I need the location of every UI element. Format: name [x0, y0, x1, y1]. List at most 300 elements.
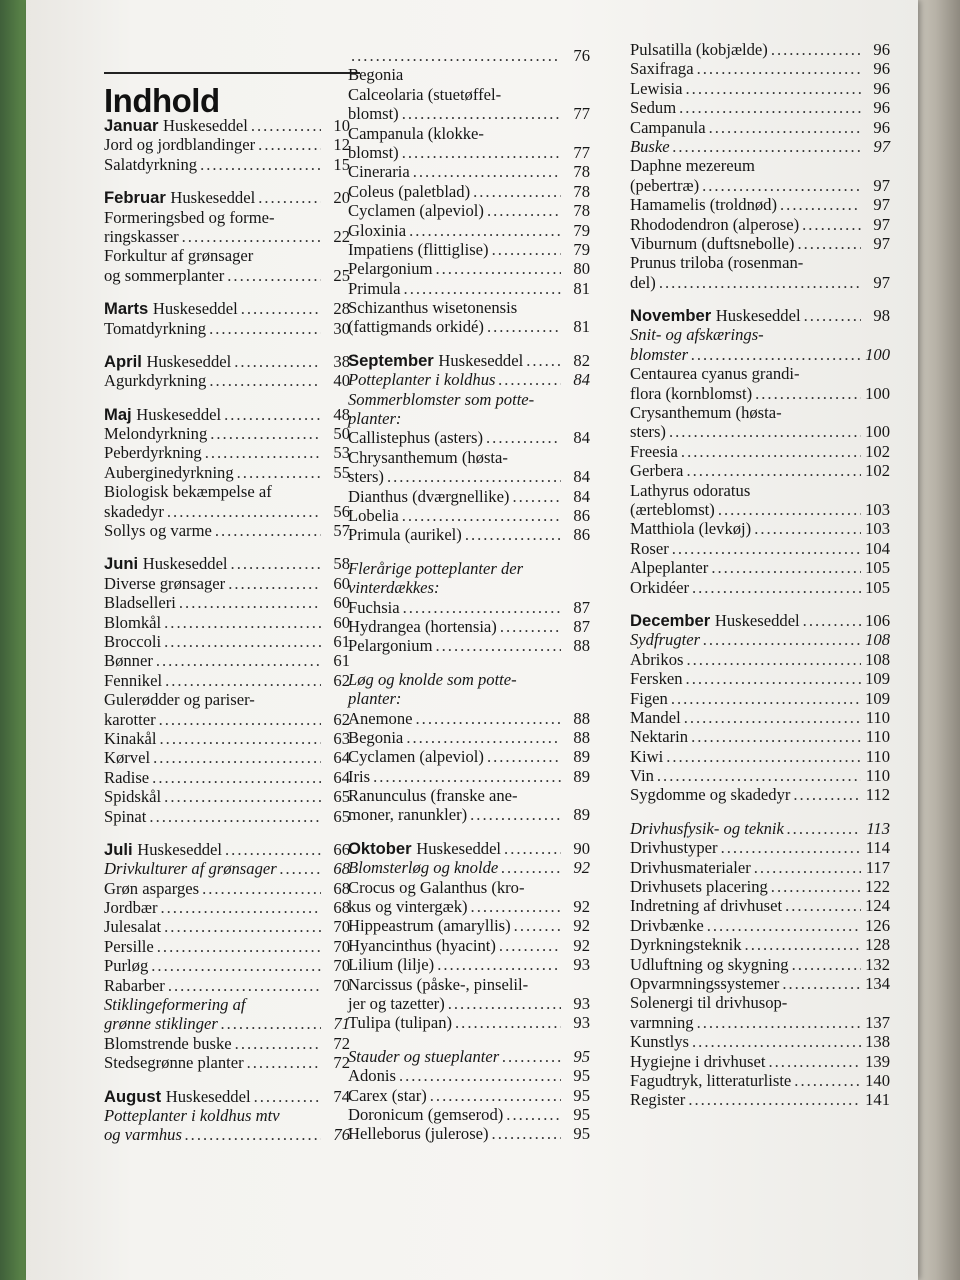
toc-entry-title: Auberginedyrkning [104, 462, 234, 482]
dot-leader [659, 273, 861, 292]
dot-leader [436, 636, 562, 655]
dot-leader [692, 578, 861, 597]
dot-leader [500, 617, 561, 636]
page-number: 108 [865, 649, 890, 669]
toc-entry-title: og sommerplanter [104, 265, 225, 285]
page-number: 93 [573, 955, 590, 975]
toc-entry-title [104, 188, 255, 207]
dot-leader [771, 877, 861, 896]
toc-entry [630, 442, 890, 461]
toc-entry-title: Pulsatilla (kobjælde) [630, 40, 768, 59]
page-number: 109 [865, 688, 890, 708]
dot-leader [487, 201, 561, 220]
dot-leader [672, 539, 861, 558]
toc-entry-title: Lilium (lilje) [348, 955, 435, 975]
toc-entry [348, 878, 590, 897]
toc-entry [630, 156, 890, 175]
toc-entry-title: (ærteblomst) [630, 499, 715, 519]
toc-entry-title: Ranunculus (franske ane- [348, 786, 518, 806]
dot-leader [351, 46, 561, 65]
toc-entry-title: Stedsegrønne planter [104, 1053, 244, 1073]
page-number: 50 [333, 424, 350, 444]
toc-entry-title: Drivhusfysik- og teknik [630, 818, 784, 838]
dot-leader [666, 747, 861, 766]
toc-entry [630, 1013, 890, 1032]
toc-entry-title: Freesia [630, 441, 678, 461]
dot-leader [671, 689, 861, 708]
toc-entry [630, 578, 890, 597]
toc-entry [348, 259, 590, 278]
toc-entry-title: Blomkål [104, 612, 162, 632]
toc-entry [104, 632, 350, 651]
toc-entry-title: Primula (aurikel) [348, 525, 462, 545]
toc-entry [104, 482, 350, 501]
dot-leader [455, 1013, 561, 1032]
toc-entry-title [104, 840, 222, 859]
dot-leader [709, 118, 861, 137]
toc-entry [630, 727, 890, 746]
page-number: 102 [865, 461, 890, 481]
dot-leader [711, 558, 861, 577]
dot-leader [804, 306, 861, 325]
page-number: 97 [873, 233, 890, 253]
toc-entry-title: Fagudtryk, litteraturliste [630, 1070, 792, 1090]
toc-entry-title: Kinakål [104, 728, 157, 748]
dot-leader [413, 162, 561, 181]
dot-leader [164, 787, 321, 806]
toc-entry [630, 877, 890, 896]
page-number: 64 [333, 767, 350, 787]
dot-leader [514, 916, 561, 935]
month-name: December [630, 610, 711, 630]
toc-entry-title: Roser [630, 538, 669, 558]
dot-leader [251, 116, 321, 135]
page-number: 104 [865, 538, 890, 558]
page-number: 78 [573, 201, 590, 221]
dot-leader [501, 858, 561, 877]
page-number: 78 [573, 162, 590, 182]
toc-entry-title: Prunus triloba (rosenman- [630, 253, 804, 273]
page-number: 106 [865, 610, 890, 630]
dot-leader [165, 671, 321, 690]
toc-entry-title [630, 611, 800, 630]
dot-leader [387, 467, 561, 486]
toc-entry-title: Biologisk bekæmpelse af [104, 482, 272, 502]
dot-leader [436, 259, 562, 278]
dot-leader [797, 234, 861, 253]
toc-entry-title: flora (kornblomst) [630, 383, 753, 403]
dot-leader [526, 351, 561, 370]
month-name: April [104, 351, 142, 371]
toc-month-heading [630, 306, 890, 325]
toc-entry-title: Hamamelis (troldnød) [630, 195, 778, 215]
toc-entry-title: Opvarmningssystemer [630, 973, 780, 993]
dot-leader [794, 1071, 861, 1090]
toc-entry [104, 371, 350, 390]
toc-entry-title: Hippeastrum (amaryllis) [348, 916, 511, 936]
dot-leader [149, 807, 321, 826]
toc-entry [630, 689, 890, 708]
toc-entry-title: Dianthus (dværgnellike) [348, 486, 510, 506]
dot-leader [718, 500, 861, 519]
toc-entry-title: Gerbera [630, 461, 684, 481]
toc-entry-title: Coleus (paletblad) [348, 181, 471, 201]
toc-entry [630, 98, 890, 117]
toc-entry [348, 858, 590, 877]
toc-entry-title: Figen [630, 688, 668, 708]
toc-entry-title: Lewisia [630, 78, 683, 98]
page-number: 126 [865, 915, 890, 935]
dot-leader [241, 299, 321, 318]
toc-entry [348, 487, 590, 506]
toc-entry [630, 481, 890, 500]
toc-entry [348, 955, 590, 974]
page-number: 92 [573, 897, 590, 917]
toc-entry-title: Spinat [104, 806, 147, 826]
page-number: 86 [573, 525, 590, 545]
section-gap [104, 174, 350, 188]
dot-leader [691, 345, 861, 364]
page-number: 38 [333, 351, 350, 371]
page-number: 95 [573, 1046, 590, 1066]
toc-entry-title: del) [630, 272, 656, 292]
dot-leader [691, 727, 861, 746]
toc-entry [348, 317, 590, 336]
dot-leader [703, 630, 861, 649]
toc-month-heading [104, 352, 350, 371]
dot-leader [430, 1086, 561, 1105]
toc-entry-title [104, 1087, 251, 1106]
toc-entry [348, 182, 590, 201]
toc-column-2 [348, 46, 590, 1144]
toc-entry-title: Nektarin [630, 727, 689, 747]
page-number: 97 [873, 214, 890, 234]
toc-entry-title: karotter [104, 709, 156, 729]
toc-entry-title [104, 554, 228, 573]
toc-entry [630, 630, 890, 649]
page-number: 92 [573, 858, 590, 878]
toc-entry-title: Crocus og Galanthus (kro- [348, 877, 525, 897]
toc-entry-title: (fattigmands orkidé) [348, 317, 484, 337]
toc-entry [348, 617, 590, 636]
dot-leader [406, 728, 561, 747]
toc-entry-title: Stiklingeformering af [104, 995, 246, 1015]
page-number: 97 [873, 272, 890, 292]
page-number: 95 [573, 1085, 590, 1105]
toc-entry [630, 519, 890, 538]
toc-entry [104, 502, 350, 521]
toc-entry [104, 443, 350, 462]
toc-entry-title: Abrikos [630, 649, 684, 669]
page-number: 124 [865, 896, 890, 916]
dot-leader [437, 955, 561, 974]
heading-rest: Huskeseddel [170, 188, 256, 208]
toc-entry-title: varmning [630, 1012, 694, 1032]
toc-entry-title: Radise [104, 767, 150, 787]
toc-entry [630, 539, 890, 558]
toc-entry-title: Spidskål [104, 787, 162, 807]
dot-leader [159, 710, 321, 729]
section-gap [104, 540, 350, 554]
toc-entry-title: Gulerødder og pariser- [104, 690, 255, 710]
heading-rest: Huskeseddel [142, 554, 228, 574]
toc-entry-title: Pelargonium [348, 259, 433, 279]
dot-leader [754, 858, 861, 877]
toc-entry-title: Sydfrugter [630, 630, 701, 650]
page-number: 110 [865, 707, 890, 727]
page-number: 96 [873, 98, 890, 118]
dot-leader [160, 898, 321, 917]
toc-entry [630, 819, 890, 838]
toc-entry [630, 558, 890, 577]
dot-leader [409, 221, 561, 240]
toc-entry-title: planter: [348, 409, 402, 429]
dot-leader [669, 422, 861, 441]
page-number: 40 [333, 371, 350, 391]
toc-entry [104, 729, 350, 748]
toc-entry [104, 671, 350, 690]
toc-entry [348, 201, 590, 220]
toc-entry-title: Buske [630, 136, 670, 156]
toc-entry-title: sters) [348, 467, 384, 487]
page-number: 128 [865, 935, 890, 955]
dot-leader [721, 838, 861, 857]
heading-rest: Huskeseddel [163, 116, 248, 135]
dot-leader [692, 1032, 861, 1051]
page-number: 63 [333, 728, 350, 748]
heading-rest: Huskeseddel [146, 351, 232, 371]
section-gap [630, 805, 890, 819]
page-number: 15 [333, 154, 350, 174]
dot-leader [168, 976, 321, 995]
toc-entry-title: Fuchsia [348, 597, 400, 617]
page-number: 112 [865, 785, 890, 805]
toc-entry [630, 974, 890, 993]
toc-column-1 [104, 116, 350, 1145]
page-number: 140 [865, 1070, 890, 1090]
toc-entry [348, 240, 590, 259]
toc-entry [348, 279, 590, 298]
page-number: 70 [333, 975, 350, 995]
toc-entry [348, 448, 590, 467]
heading-rest: Huskeseddel [137, 839, 223, 859]
page-number: 117 [865, 857, 890, 877]
toc-entry [348, 636, 590, 655]
dot-leader [225, 840, 321, 859]
heading-rest: Huskeseddel [438, 350, 524, 370]
toc-entry [104, 710, 350, 729]
toc-entry [348, 1086, 590, 1105]
toc-entry-title: grønne stiklinger [104, 1014, 218, 1034]
toc-entry-title: Hydrangea (hortensia) [348, 616, 497, 636]
page-number: 110 [865, 766, 890, 786]
month-name: Juli [104, 839, 133, 859]
toc-entry-title: Orkidéer [630, 577, 689, 597]
toc-entry [348, 46, 590, 65]
dot-leader [686, 461, 861, 480]
toc-entry-title: Daphne mezereum [630, 156, 755, 176]
dot-leader [202, 879, 321, 898]
dot-leader [448, 994, 561, 1013]
toc-entry-title: Stauder og stueplanter [348, 1046, 500, 1066]
toc-entry [348, 525, 590, 544]
dot-leader [200, 155, 321, 174]
toc-entry-title: Doronicum (gemserod) [348, 1104, 504, 1124]
page-number: 110 [865, 727, 890, 747]
toc-month-heading [104, 1087, 350, 1106]
page-number: 48 [333, 404, 350, 424]
toc-entry-title: Adonis [348, 1066, 396, 1086]
toc-month-heading [104, 554, 350, 573]
toc-entry [104, 1053, 350, 1072]
dot-leader [228, 574, 321, 593]
page-number: 20 [333, 188, 350, 208]
page-number: 78 [573, 181, 590, 201]
toc-entry-title: Drivkulturer af grønsager [104, 859, 277, 879]
dot-leader [498, 370, 561, 389]
page-number: 89 [573, 805, 590, 825]
toc-entry [348, 390, 590, 409]
toc-entry-title: Grøn asparges [104, 878, 200, 898]
page-number: 98 [873, 306, 890, 326]
section-gap [348, 1033, 590, 1047]
toc-entry [348, 124, 590, 143]
page-number: 10 [333, 116, 350, 135]
dot-leader [502, 1047, 561, 1066]
toc-entry-title [104, 405, 221, 424]
toc-entry-title: Peberdyrkning [104, 443, 202, 463]
month-name: Oktober [348, 838, 412, 858]
section-gap [104, 1073, 350, 1087]
toc-entry-title [348, 351, 523, 370]
toc-entry [348, 709, 590, 728]
page-number: 103 [865, 519, 890, 539]
toc-entry-title: Indretning af drivhuset [630, 896, 783, 916]
toc-entry [104, 208, 350, 227]
toc-entry-title: blomster [630, 344, 689, 364]
page-number: 60 [333, 593, 350, 613]
toc-entry-title: Drivhusets placering [630, 877, 768, 897]
toc-entry [348, 1124, 590, 1143]
toc-entry-title: blomst) [348, 104, 399, 124]
dot-leader [681, 442, 861, 461]
toc-entry-title: Blomstrende buske [104, 1033, 232, 1053]
page-number: 102 [865, 441, 890, 461]
page-number: 72 [333, 1053, 350, 1073]
toc-entry [348, 916, 590, 935]
toc-entry-title: Potteplanter i koldhus [348, 370, 496, 390]
toc-entry [104, 574, 350, 593]
page-number: 77 [573, 104, 590, 124]
dot-leader [258, 135, 321, 154]
toc-entry-title: Dyrkningsteknik [630, 935, 742, 955]
toc-entry-title: Impatiens (flittiglise) [348, 239, 489, 259]
toc-entry-title: Forkultur af grønsager [104, 246, 254, 266]
heading-rest: Huskeseddel [714, 610, 800, 630]
month-name: August [104, 1086, 162, 1106]
toc-entry-title: Cineraria [348, 162, 410, 182]
dot-leader [787, 819, 861, 838]
toc-entry [104, 859, 350, 878]
page-number: 70 [333, 956, 350, 976]
section-gap [348, 656, 590, 670]
toc-entry [104, 768, 350, 787]
toc-entry [348, 1013, 590, 1032]
dot-leader [402, 506, 561, 525]
toc-entry [104, 898, 350, 917]
page-number: 60 [333, 612, 350, 632]
dot-leader [780, 195, 861, 214]
toc-entry-title: kus og vintergæk) [348, 897, 468, 917]
toc-entry-title: Mandel [630, 707, 681, 727]
toc-entry-title: Jord og jordblandinger [104, 135, 256, 155]
toc-entry-title: Campanula (klokke- [348, 123, 484, 143]
page-number: 87 [573, 597, 590, 617]
page-number: 53 [333, 443, 350, 463]
dot-leader [697, 59, 861, 78]
page-number: 68 [333, 878, 350, 898]
toc-entry-title: Purløg [104, 956, 149, 976]
month-name: Februar [104, 188, 166, 208]
page-number: 100 [865, 383, 890, 403]
toc-entry-title: Register [630, 1090, 686, 1110]
toc-entry-title: Begonia [348, 65, 404, 85]
toc-entry [348, 747, 590, 766]
toc-entry-title: Hygiejne i drivhuset [630, 1051, 766, 1071]
toc-entry [630, 896, 890, 915]
page-number: 110 [865, 746, 890, 766]
dot-leader [504, 839, 561, 858]
toc-entry-title: Schizanthus wisetonensis [348, 298, 518, 318]
toc-entry-title: Bønner [104, 651, 153, 671]
dot-leader [247, 1053, 321, 1072]
page-number: 79 [573, 220, 590, 240]
toc-entry-title: Callistephus (asters) [348, 428, 484, 448]
page-number: 92 [573, 916, 590, 936]
dot-leader [792, 955, 861, 974]
page-number: 114 [865, 838, 890, 858]
toc-entry [104, 937, 350, 956]
toc-entry [630, 215, 890, 234]
toc-entry [630, 195, 890, 214]
toc-entry [348, 65, 590, 84]
month-name: September [348, 350, 434, 370]
toc-entry-title: Hyancinthus (hyacint) [348, 935, 496, 955]
month-name: Maj [104, 404, 132, 424]
toc-entry [630, 234, 890, 253]
dot-leader [492, 240, 561, 259]
page-number: 93 [573, 1013, 590, 1033]
page-number: 71 [333, 1014, 350, 1034]
toc-entry [348, 897, 590, 916]
page-number: 22 [333, 226, 350, 246]
toc-entry [630, 345, 890, 364]
page-number: 109 [865, 669, 890, 689]
toc-entry-title: jer og tazetter) [348, 993, 445, 1013]
toc-entry [630, 747, 890, 766]
toc-entry-title: Helleborus (julerose) [348, 1124, 489, 1144]
toc-entry [348, 506, 590, 525]
toc-page [26, 0, 918, 1280]
page-number: 62 [333, 709, 350, 729]
toc-entry [104, 1125, 350, 1144]
page-number: 90 [573, 838, 590, 858]
toc-entry-title: Sygdomme og skadedyr [630, 785, 791, 805]
dot-leader [403, 598, 561, 617]
page-number: 108 [865, 630, 890, 650]
dot-leader [254, 1087, 321, 1106]
dot-leader [473, 182, 561, 201]
